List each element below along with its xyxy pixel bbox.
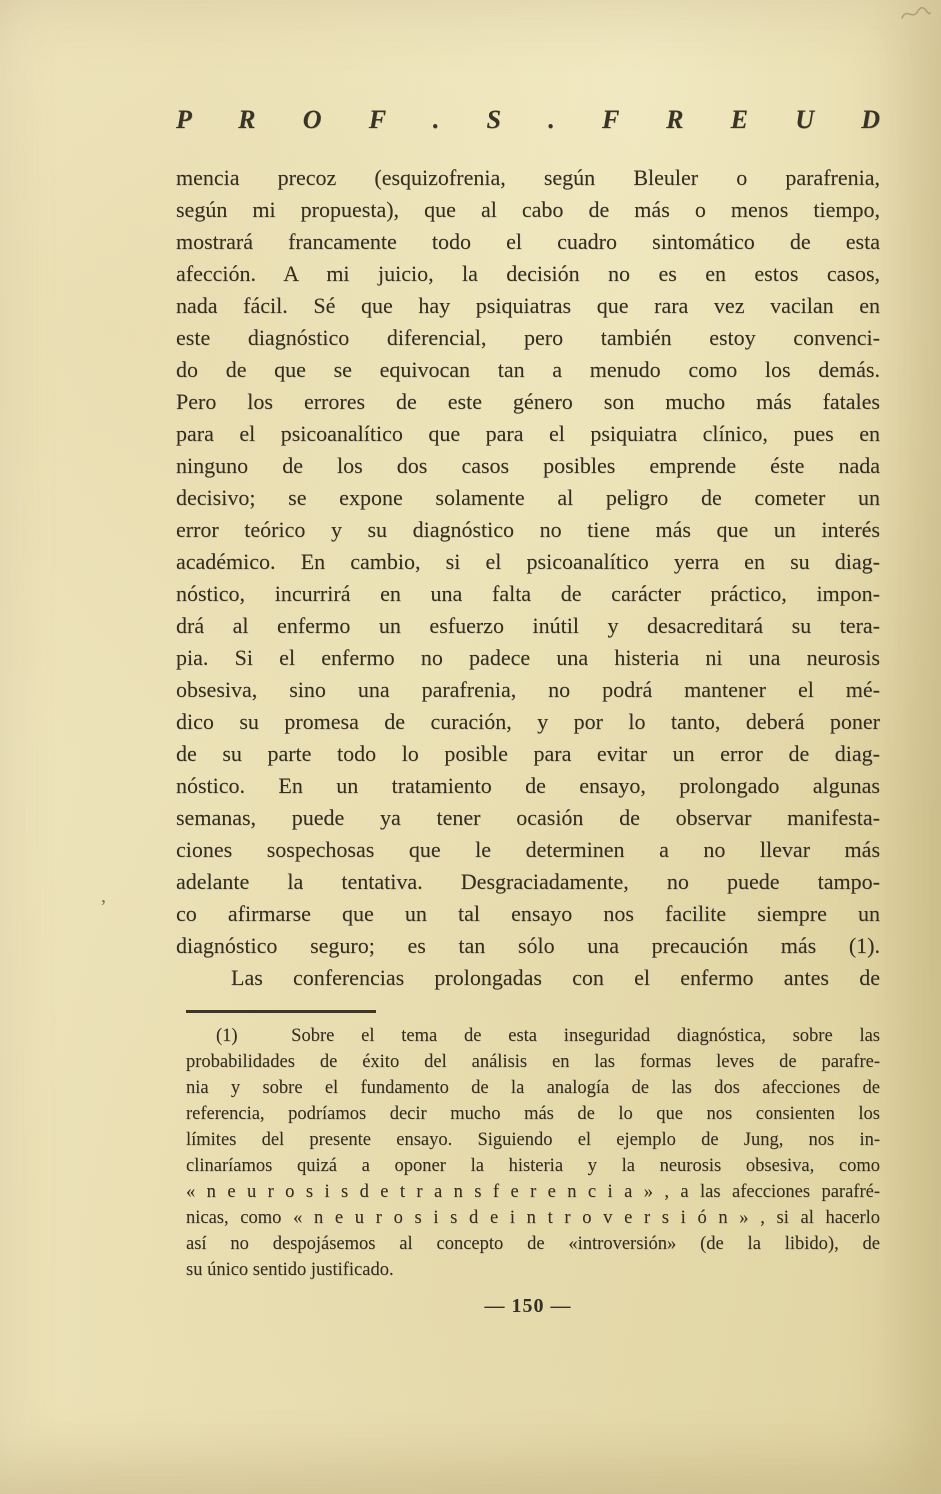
text-line: dico su promesa de curación, y por lo tanto, deberá poner [176,709,880,734]
pen-squiggle-icon [899,4,933,26]
text-line: así no despojásemos al concepto de «introversión» (de la libido), de [186,1233,880,1254]
text-line: límites del presente ensayo. Siguiendo el ejemplo de Jung, nos in- [186,1129,880,1150]
text-line: mostrará francamente todo el cuadro sintomático de esta [176,229,880,254]
text-line: Pero los errores de este género son mucho más fatales [176,389,880,414]
running-header: P R O F . S . F R E U D [176,105,880,134]
text-line: co afirmarse que un tal ensayo nos facilite siempre un [176,901,880,926]
page-number: — 150 — [484,1294,572,1317]
text-line: nicas, como « n e u r o s i s d e i n t r o v e r s i ó n » , si al hacerlo [186,1207,880,1228]
text-line: probabilidades de éxito del análisis en las formas leves de parafre- [186,1051,880,1072]
text-line: clinaríamos quizá a oponer la histeria y la neurosis obsesiva, como [186,1155,880,1176]
text-line: nada fácil. Sé que hay psiquiatras que rara vez vacilan en [176,293,880,318]
text-line: Las conferencias prolongadas con el enfermo antes de [231,965,880,990]
text-line: según mi propuesta), que al cabo de más o menos tiempo, [176,197,880,222]
text-line: semanas, puede ya tener ocasión de observar manifesta- [176,805,880,830]
text-line: afección. A mi juicio, la decisión no es en estos casos, [176,261,880,286]
text-line: adelante la tentativa. Desgraciadamente, no puede tampo- [176,869,880,894]
text-line: para el psicoanalítico que para el psiquiatra clínico, pues en [176,421,880,446]
margin-apostrophe-mark: ’ [100,896,107,918]
text-line: diagnóstico seguro; es tan sólo una precaución más (1). [176,933,880,958]
text-line: ciones sospechosas que le determinen a no llevar más [176,837,880,862]
text-line: este diagnóstico diferencial, pero también estoy convenci- [176,325,880,350]
footnote-separator [186,1010,376,1013]
text-line: referencia, podríamos decir mucho más de lo que nos consienten los [186,1103,880,1124]
text-line: decisivo; se expone solamente al peligro de cometer un [176,485,880,510]
text-column [176,104,880,1318]
text-line: su único sentido justificado. [186,1259,394,1280]
text-line: de su parte todo lo posible para evitar un error de diag- [176,741,880,766]
text-line: pia. Si el enfermo no padece una histeria ni una neurosis [176,645,880,670]
text-line: nóstico. En un tratamiento de ensayo, prolongado algunas [176,773,880,798]
text-line: obsesiva, sino una parafrenia, no podrá mantener el mé- [176,677,880,702]
body-text [176,162,880,994]
text-line: drá al enfermo un esfuerzo inútil y desacreditará su tera- [176,613,880,638]
text-line: (1) Sobre el tema de esta inseguridad diagnóstica, sobre las [216,1025,880,1046]
text-line: error teórico y su diagnóstico no tiene más que un interés [176,517,880,542]
text-line: mencia precoz (esquizofrenia, según Bleuler o parafrenia, [176,165,880,190]
text-line: nia y sobre el fundamento de la analogía de las dos afecciones de [186,1077,880,1098]
text-line: ninguno de los dos casos posibles emprende éste nada [176,453,880,478]
text-line: nóstico, incurrirá en una falta de carácter práctico, impon- [176,581,880,606]
text-line: « n e u r o s i s d e t r a n s f e r e n c i a » , a las afecciones parafré- [186,1181,880,1202]
footnote-text [176,1023,880,1283]
text-line: do de que se equivocan tan a menudo como los demás. [176,357,880,382]
text-line: académico. En cambio, si el psicoanalítico yerra en su diag- [176,549,880,574]
